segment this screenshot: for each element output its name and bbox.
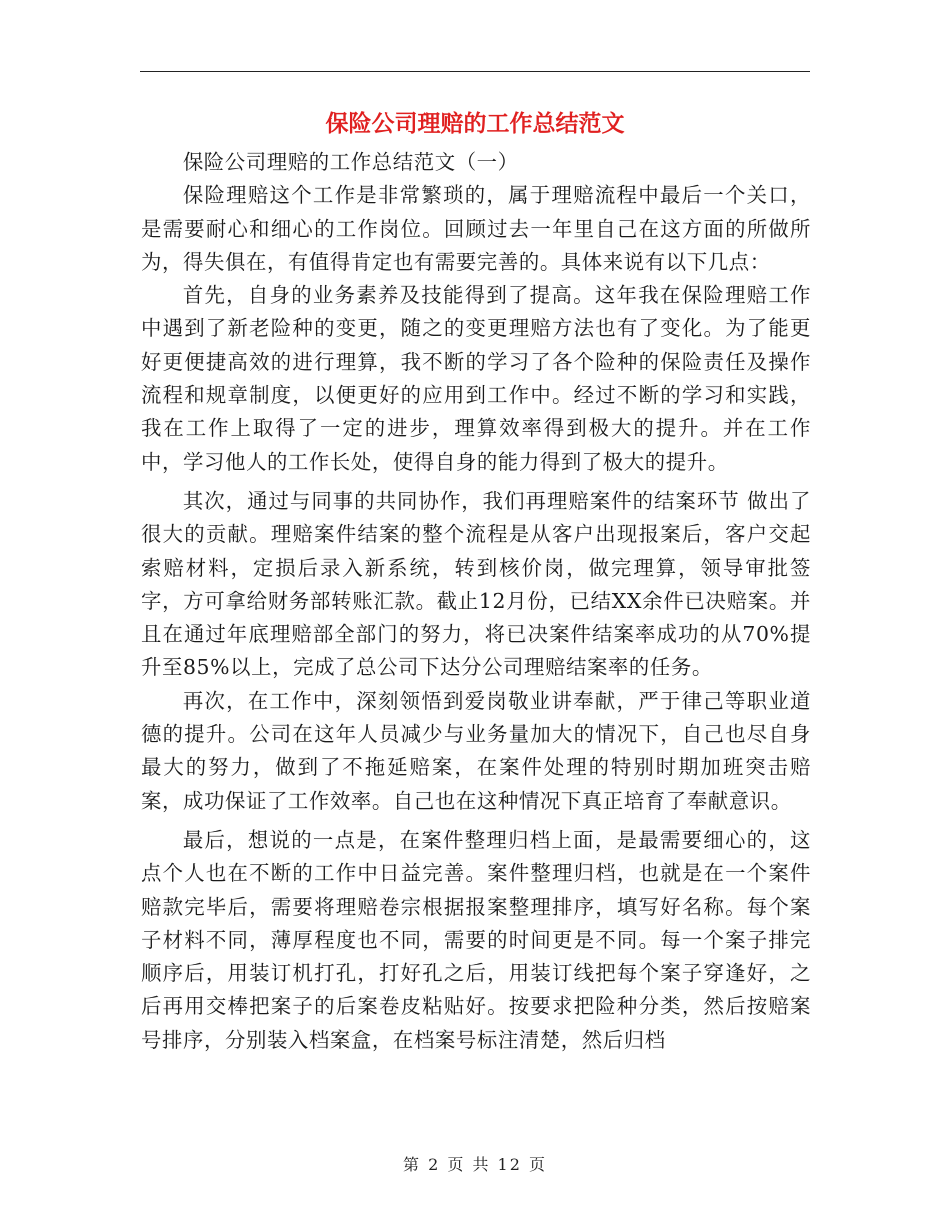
document-title: 保险公司理赔的工作总结范文 xyxy=(325,111,625,137)
page-number-label: 第 2 页 共 12 页 xyxy=(403,1155,547,1174)
document-body xyxy=(141,146,811,1057)
header-rule xyxy=(140,71,810,72)
paragraph-last: 最后，想说的一点是，在案件整理归档上面，是最需要细心的，这点个人也在不断的工作中日益完善。案件整理归档，也就是在一个案件赔款完毕后，需要将理赔卷宗根据报案整理排序，填写好名称。每个案子材料不同，薄厚程度也不同，需要的时间更是不同。每一个案子排完顺序后，用装订机打孔，打好孔之后，用装订线把每个案子穿逢好，之后再用交棒把案子的后案卷皮粘贴好。按要求把险种分类，然后按赔案号排序，分别装入档案盒，在档案号标注清楚，然后归档 xyxy=(141,827,811,1052)
paragraph-intro: 保险理赔这个工作是非常繁琐的，属于理赔流程中最后一个关口，是需要耐心和细心的工作岗位。回顾过去一年里自己在这方面的所做所为，得失俱在，有值得肯定也有需要完善的。具体来说有以下几点： xyxy=(141,183,811,274)
paragraph-second: 其次，通过与同事的共同协作，我们再理赔案件的结案环节 做出了很大的贡献。理赔案件结案的整个流程是从客户出现报案后，客户交起索赔材料，定损后录入新系统，转到核价岗，做完理算，领导审批签字，方可拿给财务部转账汇款。截止12月份，已结XX余件已决赔案。并且在通过年底理赔部全部门的努力，将已决案件结案率成功的从70%提升至85%以上，完成了总公司下达分公司理赔结案率的任务。 xyxy=(141,488,811,680)
page-number-footer xyxy=(0,1153,950,1177)
paragraph-first: 首先，自身的业务素养及技能得到了提高。这年我在保险理赔工作中遇到了新老险种的变更，随之的变更理赔方法也有了变化。为了能更好更便捷高效的进行理算，我不断的学习了各个险种的保险责任及操作流程和规章制度，以便更好的应用到工作中。经过不断的学习和实践，我在工作上取得了一定的进步，理算效率得到极大的提升。并在工作中，学习他人的工作长处，使得自身的能力得到了极大的提升。 xyxy=(141,283,811,474)
section-heading: 保险公司理赔的工作总结范文（一） xyxy=(182,150,519,174)
paragraph-third: 再次，在工作中，深刻领悟到爱岗敬业讲奉献，严于律己等职业道德的提升。公司在这年人员减少与业务量加大的情况下，自己也尽自身最大的努力，做到了不拖延赔案，在案件处理的特别时期加班突击赔案，成功保证了工作效率。自己也在这种情况下真正培育了奉献意识。 xyxy=(141,688,811,813)
